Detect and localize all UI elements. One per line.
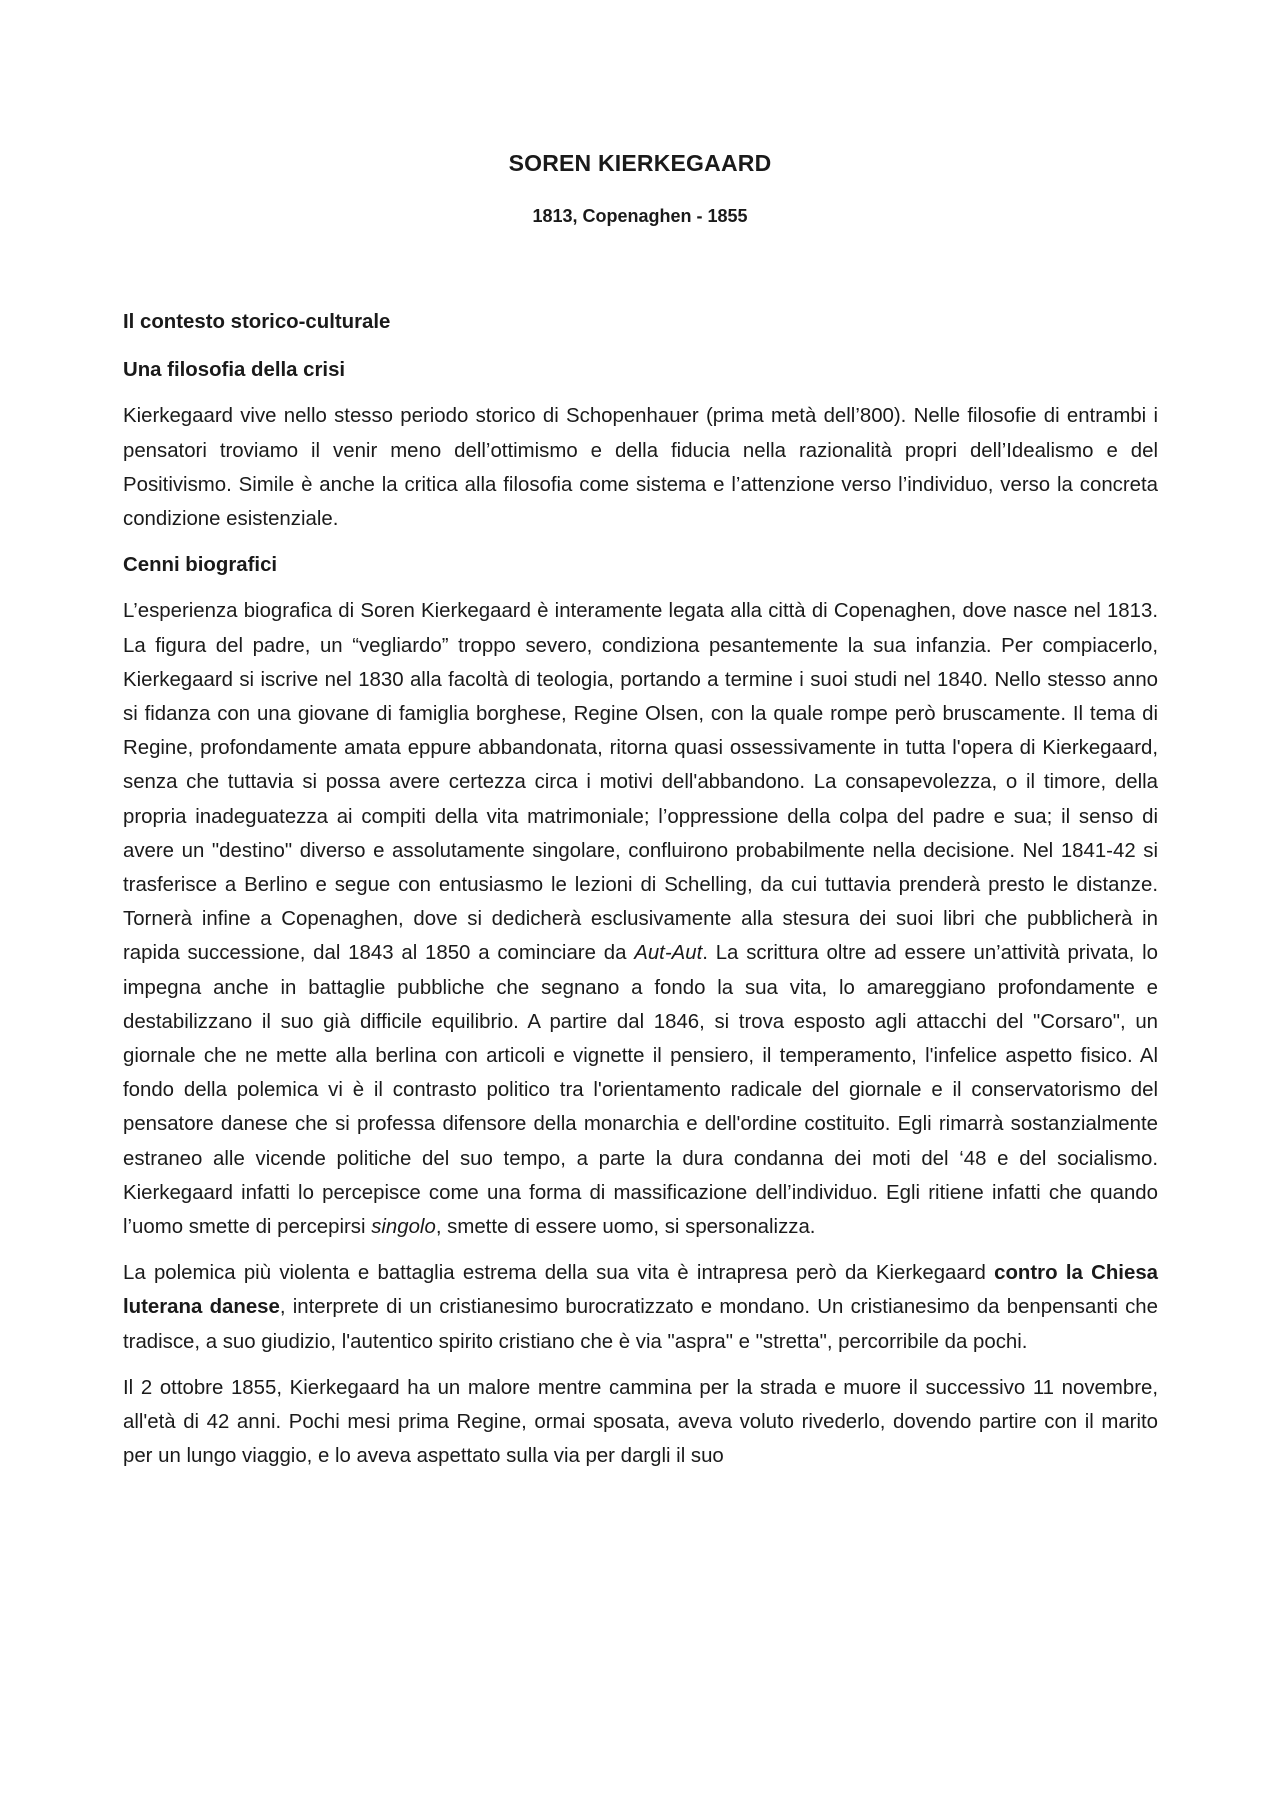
paragraph-crisis: Kierkegaard vive nello stesso periodo storico di Schopenhauer (prima metà dell’800). Nelle filosofie di entrambi i pensatori troviamo il venir meno dell’ottimismo e della fiducia nella razionalità propri dell’Idealismo e del Positivismo. Simile è anche la critica alla filosofia come sistema e l’attenzione verso l’individuo, verso la concreta condizione esistenziale. xyxy=(123,405,1158,531)
paragraph-church-part2: , interprete di un cristianesimo burocratizzato e mondano. Un cristianesimo da benpensanti che tradisce, a suo giudizio, l'autentico spirito cristiano che è via "aspra" e "stretta", percorribile da pochi. xyxy=(123,1296,1158,1353)
paragraph-biography-part2: . La scrittura oltre ad essere un’attività privata, lo impegna anche in battaglie pubbliche che segnano a fondo la sua vita, lo amareggiano profondamente e destabilizzano il suo già difficile equilibrio. A partire dal 1846, si trova esposto agli attacchi del "Corsaro", un giornale che ne mette alla berlina con articoli e vignette il pensiero, il temperamento, l'infelice aspetto fisico. Al fondo della polemica vi è il contrasto politico tra l'orientamento radicale del giornale e il conservatorismo del pensatore danese che si professa difensore della monarchia e dell'ordine costituito. Egli rimarrà sostanzialmente estraneo alle vicende politiche del suo tempo, a parte la dura condanna dei moti del ‘48 e del socialismo. Kierkegaard infatti lo percepisce come una forma di massificazione dell’individuo. Egli ritiene infatti che quando l’uomo smette di percepirsi xyxy=(123,942,1158,1239)
section-heading-biography: Cenni biografici xyxy=(123,554,278,577)
bold-church: contro la Chiesa luterana danese xyxy=(123,1262,1158,1319)
paragraph-biography xyxy=(123,594,1158,1244)
paragraph-biography-part1: L’esperienza biografica di Soren Kierkegaard è interamente legata alla città di Copenaghen, dove nasce nel 1813. La figura del padre, un “vegliardo” troppo severo, condiziona pesantemente la sua infanzia. Per compiacerlo, Kierkegaard si iscrive nel 1830 alla facoltà di teologia, portando a termine i suoi studi nel 1840. Nello stesso anno si fidanza con una giovane di famiglia borghese, Regine Olsen, con la quale rompe però bruscamente. Il tema di Regine, profondamente amata eppure abbandonata, ritorna quasi ossessivamente in tutta l'opera di Kierkegaard, senza che tuttavia si possa avere certezza circa i motivi dell'abbandono. La consapevolezza, o il timore, della propria inadeguatezza ai compiti della vita matrimoniale; l’oppressione della colpa del padre e sua; il senso di avere un "destino" diverso e assolutamente singolare, confluirono probabilmente nella decisione. Nel 1841-42 si trasferisce a Berlino e segue con entusiasmo le lezioni di Schelling, da cui tuttavia prenderà presto le distanze. Tornerà infine a Copenaghen, dove si dedicherà esclusivamente alla stesura dei suoi libri che pubblicherà in rapida successione, dal 1843 al 1850 a cominciare da xyxy=(123,600,1158,965)
paragraph-death: Il 2 ottobre 1855, Kierkegaard ha un malore mentre cammina per la strada e muore il successivo 11 novembre, all'età di 42 anni. Pochi mesi prima Regine, ormai sposata, aveva voluto rivederlo, dovendo partire con il marito per un lungo viaggio, e lo aveva aspettato sulla via per dargli il suo xyxy=(123,1376,1158,1468)
italic-singolo: singolo xyxy=(371,1216,436,1239)
italic-aut-aut: Aut-Aut xyxy=(634,942,703,965)
paragraph-church xyxy=(123,1256,1158,1359)
section-heading-context: Il contesto storico-culturale xyxy=(123,311,391,333)
section-heading-crisis: Una filosofia della crisi xyxy=(123,359,346,382)
document-subtitle: 1813, Copenaghen - 1855 xyxy=(532,206,748,226)
paragraph-biography-part3: , smette di essere uomo, si spersonalizza. xyxy=(435,1216,816,1239)
paragraph-church-part1: La polemica più violenta e battaglia estrema della sua vita è intrapresa però da Kierkegaard xyxy=(123,1262,995,1285)
document-body xyxy=(123,305,1158,1486)
document-title: SOREN KIERKEGAARD xyxy=(508,150,772,176)
